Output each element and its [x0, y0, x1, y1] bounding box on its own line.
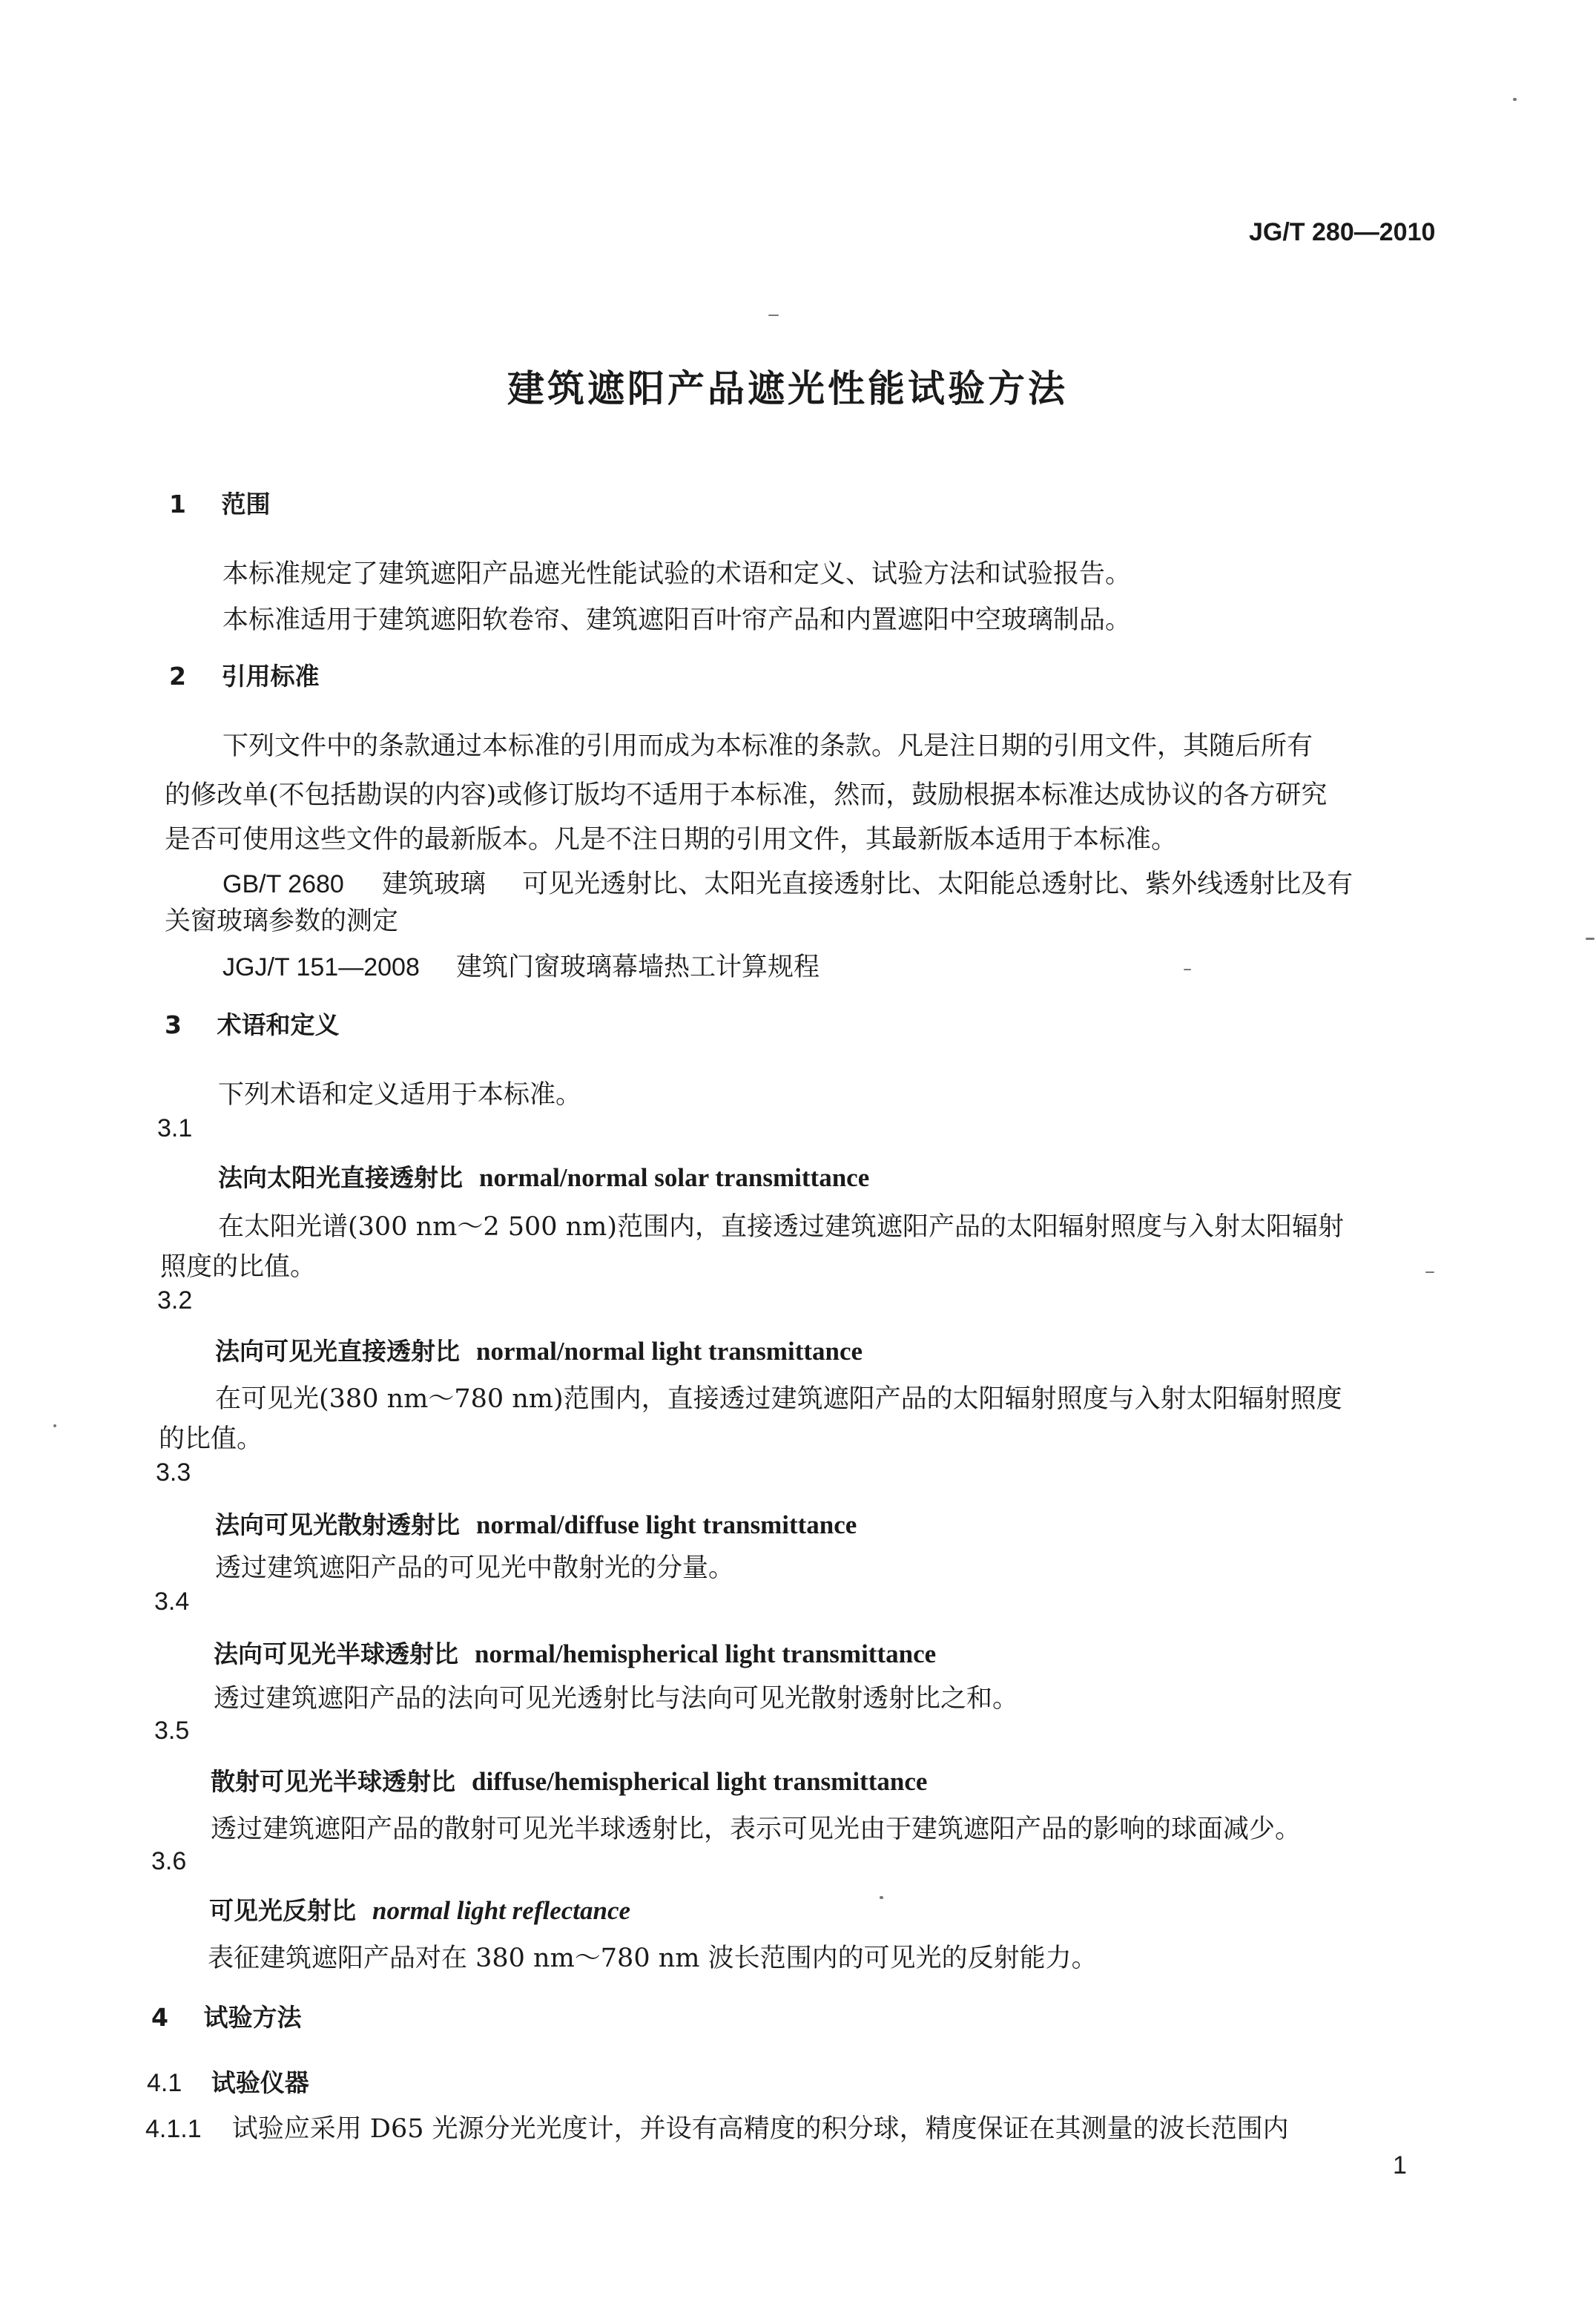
- paragraph: 下列术语和定义适用于本标准。: [218, 1080, 582, 1110]
- term-english: normal/hemispherical light transmittance: [475, 1639, 937, 1668]
- definition-line: 照度的比值。: [160, 1252, 317, 1282]
- paragraph: 本标准适用于建筑遮阳软卷帘、建筑遮阳百叶帘产品和内置遮阳中空玻璃制品。: [222, 605, 1132, 635]
- definition-line: 透过建筑遮阳产品的法向可见光透射比与法向可见光散射透射比之和。: [214, 1684, 1019, 1714]
- term-chinese: 法向太阳光直接透射比: [218, 1163, 463, 1192]
- section-number: 1: [169, 490, 186, 519]
- clause-line: [145, 2108, 1289, 2145]
- section-number: 2: [169, 662, 186, 691]
- term-title: [209, 1892, 630, 1927]
- definition-line: 透过建筑遮阳产品的可见光中散射光的分量。: [215, 1553, 735, 1583]
- term-number: 3.3: [156, 1458, 191, 1487]
- term-chinese: 散射可见光半球透射比: [211, 1767, 455, 1796]
- term-chinese: 法向可见光散射透射比: [215, 1510, 460, 1539]
- term-number: 3.5: [154, 1717, 190, 1745]
- section-2-heading: [169, 657, 319, 692]
- standard-code: JG/T 280—2010: [1249, 218, 1436, 246]
- definition-line: 在可见光(380 nm～780 nm)范围内，直接透过建筑遮阳产品的太阳辐射照度与入射太阳辐射照度: [215, 1384, 1342, 1414]
- subsection-heading: [147, 2064, 309, 2099]
- section-number: 4: [151, 2003, 168, 2032]
- reference-code: JGJ/T 151—2008: [222, 953, 420, 981]
- page-title: 建筑遮阳产品遮光性能试验方法: [507, 367, 1068, 410]
- subsection-title: 试验仪器: [211, 2068, 309, 2097]
- term-title: [211, 1763, 927, 1797]
- term-number: 3.6: [151, 1847, 187, 1875]
- term-title: [218, 1159, 869, 1194]
- paragraph-line: 是否可使用这些文件的最新版本。凡是不注日期的引用文件，其最新版本适用于本标准。: [165, 825, 1178, 855]
- section-title: 试验方法: [203, 2003, 302, 2032]
- scan-speck: [53, 1424, 56, 1427]
- scan-speck: [1425, 1271, 1434, 1273]
- paragraph: 本标准规定了建筑遮阳产品遮光性能试验的术语和定义、试验方法和试验报告。: [222, 559, 1132, 589]
- section-title: 引用标准: [221, 662, 320, 691]
- scan-speck: [768, 315, 779, 316]
- paragraph-line: 下列文件中的条款通过本标准的引用而成为本标准的条款。凡是注日期的引用文件，其随后所有: [222, 731, 1313, 761]
- section-4-heading: [151, 1998, 301, 2033]
- definition-line: 透过建筑遮阳产品的散射可见光半球透射比，表示可见光由于建筑遮阳产品的影响的球面减少。: [211, 1814, 1302, 1844]
- clause-number: 4.1.1: [145, 2115, 202, 2143]
- reference-continuation: 关窗玻璃参数的测定: [165, 907, 399, 936]
- term-chinese: 法向可见光半球透射比: [214, 1639, 458, 1668]
- reference-item: [222, 947, 820, 984]
- term-english: normal/normal solar transmittance: [479, 1163, 870, 1192]
- section-number: 3: [165, 1010, 182, 1039]
- term-chinese: 法向可见光直接透射比: [215, 1337, 460, 1366]
- term-english: diffuse/hemispherical light transmittance: [472, 1767, 928, 1796]
- reference-code: GB/T 2680: [222, 870, 344, 898]
- term-english: normal light reflectance: [372, 1896, 631, 1925]
- reference-desc: 可见光透射比、太阳光直接透射比、太阳能总透射比、紫外线透射比及有: [522, 869, 1353, 899]
- scan-speck: [880, 1896, 883, 1899]
- section-title: 术语和定义: [217, 1010, 340, 1039]
- definition-line: 的比值。: [159, 1424, 263, 1454]
- scan-speck: [1586, 938, 1595, 940]
- term-title: [215, 1332, 863, 1367]
- term-english: normal/normal light transmittance: [476, 1337, 863, 1366]
- reference-name: 建筑门窗玻璃幕墙热工计算规程: [456, 952, 820, 982]
- scan-speck: [1513, 98, 1517, 101]
- section-title: 范围: [221, 490, 271, 519]
- term-number: 3.1: [157, 1114, 193, 1142]
- term-number: 3.2: [157, 1286, 193, 1315]
- section-3-heading: [165, 1006, 339, 1041]
- subsection-number: 4.1: [147, 2069, 182, 2097]
- page-number: 1: [1393, 2151, 1407, 2179]
- scan-speck: [1184, 969, 1191, 970]
- term-title: [214, 1635, 936, 1670]
- reference-name: 建筑玻璃: [381, 869, 486, 899]
- term-title: [215, 1506, 857, 1541]
- term-chinese: 可见光反射比: [209, 1896, 356, 1925]
- section-1-heading: [169, 485, 270, 520]
- definition-line: 表征建筑遮阳产品对在 380 nm～780 nm 波长范围内的可见光的反射能力。: [208, 1944, 1098, 1973]
- term-number: 3.4: [154, 1587, 190, 1616]
- definition-line: 在太阳光谱(300 nm～2 500 nm)范围内，直接透过建筑遮阳产品的太阳辐射照度与入射太阳辐射: [218, 1212, 1345, 1242]
- reference-item: [222, 863, 1353, 901]
- clause-text: 试验应采用 D65 光源分光光度计，并设有高精度的积分球，精度保证在其测量的波长范围内: [231, 2114, 1289, 2144]
- paragraph-line: 的修改单(不包括勘误的内容)或修订版均不适用于本标准，然而，鼓励根据本标准达成协议的各方研究: [165, 780, 1328, 810]
- term-english: normal/diffuse light transmittance: [476, 1510, 857, 1539]
